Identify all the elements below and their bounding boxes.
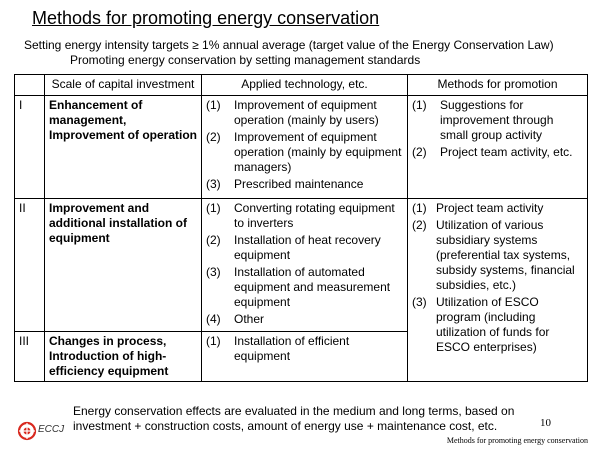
evaluation-note: Energy conservation effects are evaluated in the medium and long terms, based on investment + construction costs, amount of energy use + maintenance cost, etc. xyxy=(73,404,515,433)
item-text: Installation of heat recovery equipment xyxy=(234,233,381,262)
table-row xyxy=(15,199,588,332)
methods-table xyxy=(14,74,588,382)
table-row xyxy=(15,96,588,199)
item-marker: (2) xyxy=(412,145,427,159)
header-promotion: Methods for promotion xyxy=(408,75,588,96)
footer-label: Methods for promoting energy conservation xyxy=(446,436,588,445)
item-text: Project team activity, etc. xyxy=(440,145,573,159)
subtitle-energy-targets: Setting energy intensity targets ≥ 1% annual average (target value of the Energy Conservation Law) xyxy=(24,38,554,52)
item-marker: (1) xyxy=(412,201,427,215)
row-number: I xyxy=(15,96,45,199)
list-item xyxy=(206,177,403,192)
technology-cell xyxy=(202,199,408,332)
scale-cell: Improvement and additional installation of equipment xyxy=(45,199,202,332)
item-marker: (4) xyxy=(206,312,221,326)
item-text: Improvement of equipment operation (mainly by equipment managers) xyxy=(234,130,402,174)
item-marker: (1) xyxy=(206,201,221,215)
item-text: Project team activity xyxy=(436,201,544,215)
item-text: Installation of efficient equipment xyxy=(234,334,350,363)
header-number xyxy=(15,75,45,96)
list-item xyxy=(206,334,403,364)
technology-list xyxy=(206,334,403,364)
row-number: III xyxy=(15,332,45,382)
technology-cell xyxy=(202,332,408,382)
item-marker: (2) xyxy=(206,130,221,144)
header-technology: Applied technology, etc. xyxy=(202,75,408,96)
list-item xyxy=(206,98,403,128)
list-item xyxy=(206,130,403,175)
item-marker: (1) xyxy=(206,334,221,348)
item-marker: (3) xyxy=(206,177,221,191)
logo-text: ECCJ xyxy=(38,424,65,435)
item-text: Utilization of ESCO program (including utilization of funds for ESCO enterprises) xyxy=(436,295,550,354)
list-item xyxy=(412,98,583,143)
page-number: 10 xyxy=(540,417,551,429)
promotion-list xyxy=(412,201,583,355)
list-item xyxy=(412,295,583,355)
item-text: Installation of automated equipment and measurement equipment xyxy=(234,265,391,309)
scale-cell: Changes in process, Introduction of high-efficiency equipment xyxy=(45,332,202,382)
item-marker: (3) xyxy=(206,265,221,279)
item-marker: (1) xyxy=(206,98,221,112)
promotion-cell xyxy=(408,96,588,199)
page-title: Methods for promoting energy conservation xyxy=(32,8,380,28)
scale-cell: Enhancement of management, Improvement of operation xyxy=(45,96,202,199)
item-text: Converting rotating equipment to inverters xyxy=(234,201,395,230)
technology-list xyxy=(206,201,403,327)
item-marker: (1) xyxy=(412,98,427,112)
item-text: Suggestions for improvement through small group activity xyxy=(440,98,554,142)
item-text: Prescribed maintenance xyxy=(234,177,364,191)
header-scale: Scale of capital investment xyxy=(45,75,202,96)
item-marker: (2) xyxy=(206,233,221,247)
item-marker: (2) xyxy=(412,218,427,232)
list-item xyxy=(206,233,403,263)
item-text: Utilization of various subsidiary systems (preferential tax systems, subsidy systems, financial subsidies, etc.) xyxy=(436,218,575,292)
table-header-row xyxy=(15,75,588,96)
list-item xyxy=(412,145,583,160)
item-marker: (3) xyxy=(412,295,427,309)
list-item xyxy=(206,312,403,327)
promotion-cell xyxy=(408,199,588,382)
technology-cell xyxy=(202,96,408,199)
list-item xyxy=(206,265,403,310)
technology-list xyxy=(206,98,403,192)
row-number: II xyxy=(15,199,45,332)
list-item xyxy=(412,218,583,293)
item-text: Improvement of equipment operation (mainly by users) xyxy=(234,98,379,127)
list-item xyxy=(206,201,403,231)
list-item xyxy=(412,201,583,216)
item-text: Other xyxy=(234,312,265,326)
promotion-list xyxy=(412,98,583,160)
subtitle-management-standards: Promoting energy conservation by setting management standards xyxy=(70,53,421,67)
